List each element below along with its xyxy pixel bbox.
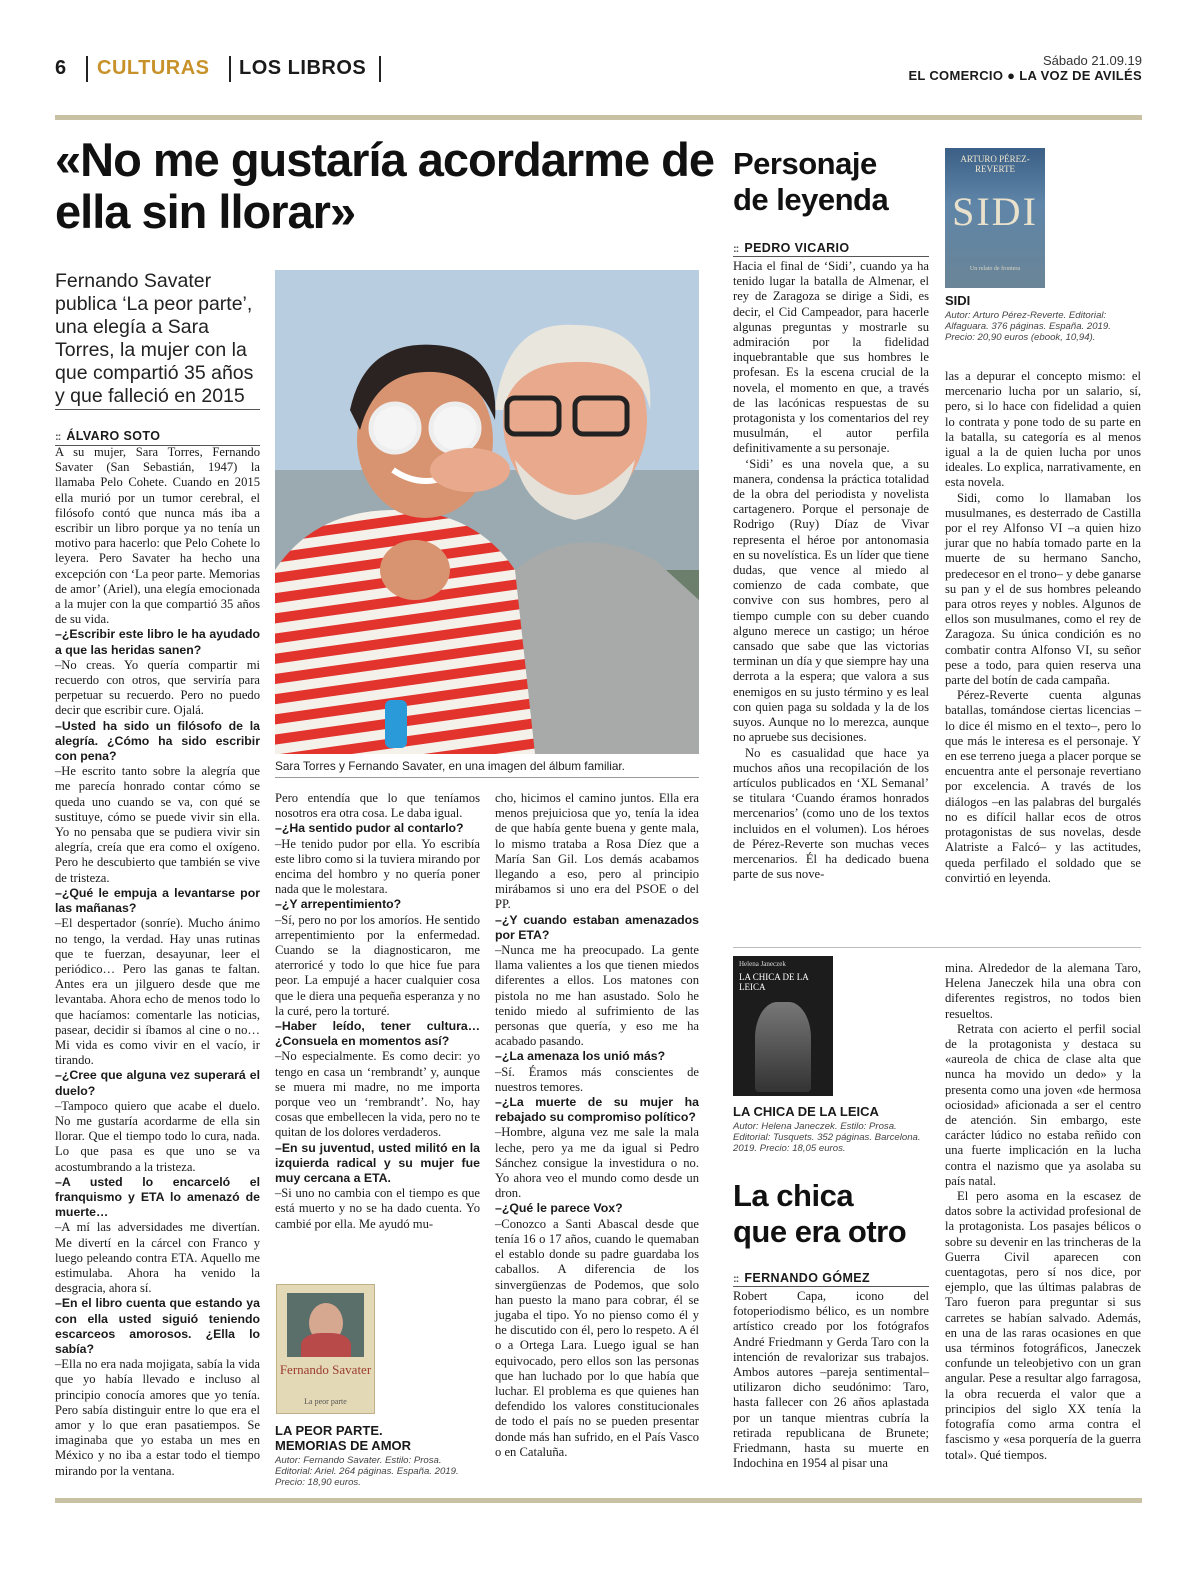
photo-illustration [275,270,699,754]
header-divider [86,56,88,82]
interview-question: –En el libro cuenta que estando ya con ella usted siguió teniendo escarceos amorosos. ¿Ella lo sabía? [55,1296,260,1356]
paragraph: mina. Alrededor de la alemana Taro, Helena Janeczek hila una obra con diferentes registros, no todos bien resueltos. [945,961,1141,1021]
interview-question: –Usted ha sido un filósofo de la alegría. ¿Cómo ha sido escribir con pena? [55,718,260,764]
review1-book-title: SIDI [945,293,971,308]
paragraph: las a depurar el concepto mismo: el mercenario lucha por un salario, sí, pero, si lo hace con fidelidad a quien lo contrata y pone todo de su parte en la batalla, su categoría es al menos igual a la de quien lucha por unos ideales. Lo explica, narrativamente, en esta novela. [945,369,1141,490]
paragraph: –Ella no era nada mojigata, sabía la vida que yo había llevado e incluso al principio conocía amores que yo tenía. Pero sabía distinguir entre lo que era el amor y lo que eran pasatiempos. Se imaginaba que yo estaba un mes en México y no iba a estar todo el tiempo mirando por la ventana. [55,1357,260,1478]
paragraph: Pérez-Reverte cuenta algunas batallas, tomándose ciertas licencias –lo dice él mismo en el texto–, pero lo que más le interesa es el personaje. Y en ese terreno juega a placer porque se encuentra ante el personaje revertiano por excelencia. A través de los diálogos –en las palabras del burgalés no es difícil hallar ecos de otros protagonistas de sus novelas, desde Alatriste a Falcó– y las actitudes, queda perfilado el soldado que se convirtió en leyenda. [945,688,1141,885]
interview-question: –¿La amenaza los unió más? [495,1049,666,1064]
paragraph: Retrata con acierto el perfil social de la protagonista y destaca su «aureola de chica de clase alta que nunca ha movido un dedo» y la presenta como una joven «de hermosa ociosidad» aficionada a ser el centro de atención. Sin embargo, este carácter lúdico no estaba reñido con una fuerte implicación en la lucha contra el nazismo que ya asolaba su país natal. [945,1021,1141,1188]
review2-column-1 [733,1289,929,1471]
paragraph: –Nunca me ha preocupado. La gente llama valientes a los que tienen miedos diferentes a ellos. Los matones con pistola no me han asustado. Solo he tenido miedo al sufrimiento de las personas que quería, y eso me ha acabado pasando. [495,943,699,1049]
review1-column-1 [733,259,929,882]
main-article-column-1 [55,445,260,1479]
byline-rule [733,256,929,257]
book-title-line2: MEMORIAS DE AMOR [275,1438,412,1453]
main-byline: :: ÁLVARO SOTO [55,429,161,443]
interview-question: –A usted lo encarceló el franquismo y ETA lo amenazó de muerte… [55,1174,260,1220]
paragraph: Robert Capa, icono del fotoperiodismo bélico, es un nombre artístico creado por los fotógrafos André Friedmann y Gerda Taro con la intención de revalorizar sus trabajos. Ambos autores –pareja sentimental– utilizaron dicho seudónimo: Taro, hasta fallecer con 26 años aplastada por un tanque mientras cubría la retirada republicana de Brunete; Friedmann, hasta su muerte en Indochina en 1954 al pisar una [733,1289,929,1471]
top-rule [55,115,1142,120]
interview-question: –¿Escribir este libro le ha ayudado a que las heridas sanen? [55,627,260,657]
cover-author: Fernando Savater [279,1362,372,1377]
review2-title: La chica que era otro [733,1178,907,1249]
paragraph: A su mujer, Sara Torres, Fernando Savater (San Sebastián, 1947) la llamaba Pelo Cohete. Cuando en 2015 ella murió por un tumor cerebral, el filósofo contó que nunca más iba a escribir un libro porque ya no tenía un motivo para hacerlo: que Pelo Cohete lo leyera. Pero Savater ha hecho una excepción con ‘La peor parte. Memorias de amor’ (Ariel), una elegía emocionada a la mujer con la que compartió 35 años de su vida. [55,445,260,627]
interview-question: –En su juventud, usted militó en la izquierda radical y su mujer fue muy cercana a ETA. [275,1140,480,1186]
paragraph: –Conozco a Santi Abascal desde que tenía 16 o 17 años, cuando le quemaban el establo donde su padre guardaba los caballos. A diferencia de los sinvergüenzas de Podemos, que solo han puesto la mano para cobrar, él se jugaba el tipo. Yo no pienso como él y he discutido con él, pero lo respeto. A él o a Ortega Lara. Luego igual se han equivocado, pero ellos son las personas que han luchado por lo que había que luchar. El problema es que quienes han defendido los valores constitucionales de todo el país no se pueden presentar donde más han sufrido, en el País Vasco o en Cataluña. [495,1216,699,1459]
review1-book-meta: Autor: Arturo Pérez-Reverte. Editorial: Alfaguara. 376 páginas. España. 2019. Precio: 20,90 euros (ebook, 10,94). [945,310,1111,343]
cover-author: Helena Janeczek [739,960,786,968]
review2-book-meta: Autor: Helena Janeczek. Estilo: Prosa. Editorial: Tusquets. 352 páginas. Barcelona. 2019. Precio: 18,05 euros. [733,1121,921,1154]
caption-rule [275,777,699,778]
issue-date: Sábado 21.09.19 [1042,53,1142,68]
paragraph: –No creas. Yo quería compartir mi recuerdo con otros, que serviría para perpetuar su recuerdo. Pero no puedo decir que escribir cure. Ojalá. [55,657,260,718]
paragraph: –No especialmente. Es como decir: yo tengo en casa un ‘rembrandt’ y, aunque se muera mi madre, no me importa porque veo un ‘rembrandt’. No, hay cosas que embellecen la vida, pero no te quitan de los dolores verdaderos. [275,1049,480,1140]
paragraph: –He escrito tanto sobre la alegría que me parecía honrado contar cómo se queda uno cuando se va, con qué se sustituye, cómo se puede vivir sin ella. Yo no pensaba que se pudiera vivir sin alegría, creía que era como el oxígeno. Pero he descubierto que también se vive de tristeza. [55,764,260,885]
cover-portrait [755,1002,811,1092]
main-headline: «No me gustaría acordarme de ella sin llorar» [55,133,714,238]
paragraph: ‘Sidi’ es una novela que, a su manera, condensa la práctica totalidad de la obra del periodista y novelista cartagenero. Porque el personaje de Rodrigo (Ruy) Díaz de Vivar representa el héroe por antonomasia en su novelística. Es un líder que tiene dudas, que vence al miedo al comienzo de cada combate, que convive con sus hombres, pero al tiempo cumple con su deber cuando alguno merece un castigo; un héroe cansado que sabe que las victorias terminan un día y que siempre hay una derrota a la espera; que valora a sus enemigos en su justo término y es leal con quien paga su soldada y la de los suyos. Aunque no lo merezca, aunque no apruebe sus decisiones. [733,456,929,745]
main-article-column-2 [275,791,480,1232]
interview-question: –¿Y arrepentimiento? [275,897,402,912]
photo-caption: Sara Torres y Fernando Savater, en una imagen del álbum familiar. [275,759,625,773]
cover-title: LA CHICA DE LA LEICA [739,972,809,992]
cover-author: ARTURO PÉREZ-REVERTE [960,154,1030,174]
paragraph: –Hombre, alguna vez me sale la mala leche, pero ya me da igual si Pedro Sánchez consigue la investidura o no. Yo ahora veo el mundo como desde un dron. [495,1125,699,1201]
interview-question: –¿Cree que alguna vez superará el duelo? [55,1068,260,1098]
paragraph: –He tenido pudor por ella. Yo escribía este libro como si la tuviera mirando por encima del hombro y no quería poner nada que le molestara. [275,836,480,897]
cover-title: SIDI [952,189,1038,234]
interview-question: –¿La muerte de su mujer ha rebajado su compromiso político? [495,1095,699,1125]
page-number: 6 [55,57,67,79]
book-meta: Autor: Fernando Savater. Estilo: Prosa. Editorial: Ariel. 264 páginas. España. 2019. Precio: 18,90 euros. [275,1455,459,1488]
book-title-line1: LA PEOR PARTE. [275,1423,383,1438]
bottom-rule [55,1498,1142,1503]
interview-question: –¿Qué le empuja a levantarse por las mañanas? [55,885,260,916]
newspaper-name: EL COMERCIO ● LA VOZ DE AVILÉS [908,68,1142,83]
section-label[interactable]: CULTURAS [97,57,210,79]
paragraph: –El despertador (sonríe). Mucho ánimo no tengo, la verdad. Hay unas rutinas que te fuerzan, desayunar, leer el periódico… Pero las ganas te faltan. Antes era un jilguero desde que me levantaba. Ahora echo de menos todo lo que hacíamos: comentarle las noticias, pasear, decidir si íbamos al cine o no… Mi vida es como vivir en el vacío, ir tirando. [55,916,260,1068]
paragraph: Sidi, como lo llamaban los musulmanes, es desterrado de Castilla por el rey Alfonso VI –a quien hizo jurar que no había tomado parte en la muerte de su hermano Sancho, predecesor en el trono– y debe ganarse su pan y el de sus hombres peleando para otros reyes y nobles. Algunos de ellos son musulmanes, como el rey de Zaragoza. Su única condición es no combatir contra Alfonso VI, su señor pese a todo, para quien reserva una parte del botín de cada campaña. [945,490,1141,688]
paragraph: cho, hicimos el camino juntos. Ella era menos prejuiciosa que yo, tenía la idea de que había gente buena y gente mala, lo mismo trataba a Rosa Díez que a María San Gil. Los demás acabamos llegando a eso, pero al principio mirábamos si uno era del PSOE o del PP. [495,791,699,912]
book-cover-sidi[interactable] [945,148,1045,288]
review2-book-title: LA CHICA DE LA LEICA [733,1104,879,1119]
paragraph: –Sí. Éramos más conscientes de nuestros temores. [495,1064,699,1094]
interview-question: –¿Ha sentido pudor al contarlo? [275,821,464,836]
main-article-column-3 [495,791,699,1460]
cover-portrait [287,1293,364,1357]
couple-photo [275,270,699,754]
review2-column-2 [945,961,1141,1463]
interview-question: –¿Y cuando estaban amenazados por ETA? [495,912,699,942]
paragraph: –Tampoco quiero que acabe el duelo. No me gustaría acordarme de ella sin llorar. Que el tiempo todo lo cura, nada. Lo que pasa es que uno se va acostumbrando a la tristeza. [55,1098,260,1174]
paragraph: Pero entendía que lo que teníamos nosotros era otra cosa. Le daba igual. [275,791,480,821]
subsection-label[interactable]: LOS LIBROS [239,57,367,79]
interview-question: –Haber leído, tener cultura… ¿Consuela en momentos así? [275,1019,480,1049]
header-divider [229,56,231,82]
paragraph: El pero asoma en la escasez de datos sobre la actividad profesional de la protagonista. Los pasajes bélicos o sobre su devenir en las trincheras de la Guerra Civil aparecen con cuentagotas, pero sí nos dice, por ejemplo, que las últimas palabras de Taro fueron para preguntar si sus carretes se habían salvado. Además, en una de las raras ocasiones en que usa términos fotográficos, Janeczek confunde un teleobjetivo con un gran angular. Pese a resultar algo farragosa, la obra recuerda el valor que a principios del siglo XX tenía la fotografía como arma contra el fascismo y «esa porquería de la guerra total». Qué tiempos. [945,1189,1141,1462]
review1-column-2 [945,369,1141,886]
paragraph: –Sí, pero no por los amoríos. He sentido arrepentimiento por la enfermedad. Cuando se la diagnosticaron, me aterroricé y todo lo que hice fue para peor. La empujé a hacer cualquier cosa que le diera una pequeña esperanza y no la curé, pero la torturé. [275,912,480,1018]
interview-question: –¿Qué le parece Vox? [495,1201,623,1216]
subhead-rule [55,409,260,410]
header-divider [379,56,381,82]
paragraph: No es casualidad que hace ya muchos años una recopilación de los artículos publicados en ‘XL Semanal’ se titulara ‘Cuando éramos honrados mercenarios’ (como uno de los textos incluidos en el volumen). Los héroes de Pérez-Reverte son muchas veces mercenarios. Él ha dedicado buena parte de sus nove- [733,745,929,882]
paragraph: –Si uno no cambia con el tiempo es que está muerto y no se ha dado cuenta. Yo cambié por ella. Me ayudó mu- [275,1186,480,1231]
book-cover-leica[interactable] [733,956,833,1096]
paragraph: Hacia el final de ‘Sidi’, cuando ya ha tenido lugar la batalla de Almenar, el rey de Zaragoza se dirige a Sidi, es decir, el Cid Campeador, para hacerle algunas preguntas y mostrarle su admiración por la fidelidad inquebrantable que sus hombres le profesan. Es la escena crucial de la novela, el momento en que, a través de las lacónicas respuestas de su protagonista y los comentarios del rey musulmán, el autor perfila definitivamente a su personaje. [733,259,929,456]
section-divider [733,947,1141,948]
main-subhead: Fernando Savater publica ‘La peor parte’, una elegía a Sara Torres, la mujer con la que compartió 35 años y que falleció en 2015 [55,270,254,407]
byline-rule [733,1286,929,1287]
review1-title: Personaje de leyenda [733,146,889,217]
review2-byline: :: FERNANDO GÓMEZ [733,1271,871,1285]
cover-title: La peor parte [304,1397,347,1406]
review1-byline: :: PEDRO VICARIO [733,241,850,255]
paragraph: –A mí las adversidades me divertían. Me divertí en la cárcel con Franco y luego peleando contra ETA. Aquello me estimulaba. Ahora ha venido la desgracia, ahora sí. [55,1220,260,1296]
book-cover-la-peor-parte[interactable] [276,1284,375,1414]
cover-subtitle: Un relato de frontera [969,266,1021,272]
